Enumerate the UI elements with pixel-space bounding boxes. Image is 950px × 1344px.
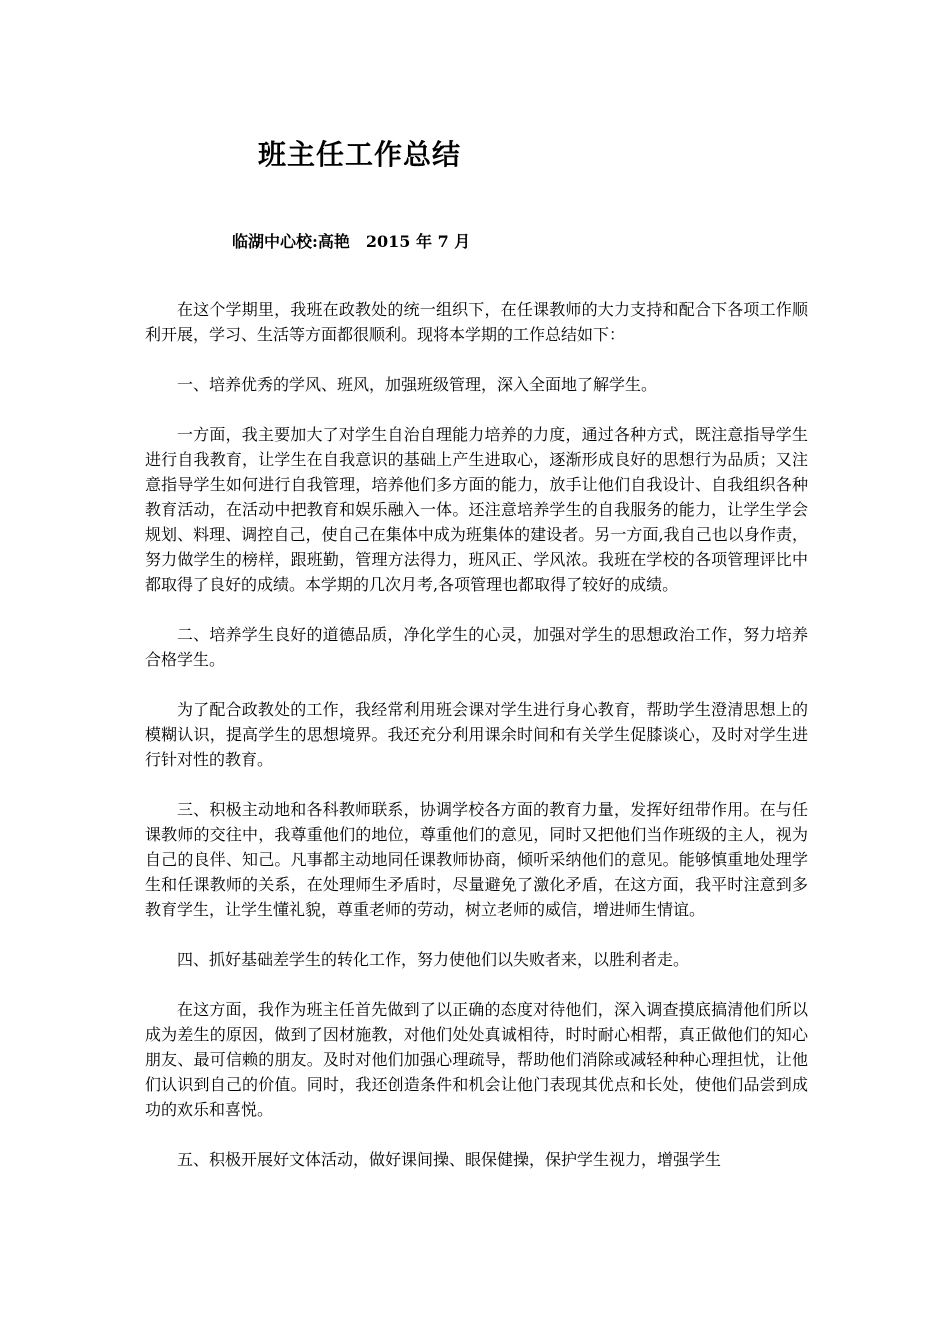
section-heading-4: 四、抓好基础差学生的转化工作，努力使他们以失败者来，以胜利者走。 [177, 950, 690, 969]
section-heading-3: 三、积极主动地和各科教师联系，协调学校各方面的教育力量，发挥好纽带作用。在与任课教师的交往中，我尊重他们的地位，尊重他们的意见，同时又把他们当作班级的主人，视为自己的良伴、知己。凡事都主动地同任课教师协商，倾听采纳他们的意见。能够慎重地处理学生和任课教师的关系，在处理师生矛盾时，尽量避免了激化矛盾，在这方面，我平时注意到多教育学生，让学生懂礼貌，尊重老师的劳动，树立老师的威信，增进师生情谊。 [145, 800, 808, 919]
section-heading-1: 一、培养优秀的学风、班风，加强班级管理，深入全面地了解学生。 [177, 375, 658, 394]
document-body [145, 297, 808, 1172]
paragraph-section-4: 在这方面，我作为班主任首先做到了以正确的态度对待他们，深入调查摸底搞清他们所以成为差生的原因，做到了因材施教，对他们处处真诚相待，时时耐心相帮，真正做他们的知心朋友、最可信赖的朋友。及时对他们加强心理疏导，帮助他们消除或减轻种种心理担忧，让他们认识到自己的价值。同时，我还创造条件和机会让他门表现其优点和长处，使他们品尝到成功的欢乐和喜悦。 [145, 1000, 808, 1119]
section-heading-5: 五、积极开展好文体活动，做好课间操、眼保健操，保护学生视力，增强学生 [177, 1150, 722, 1169]
section-heading-2: 二、培养学生良好的道德品质，净化学生的心灵，加强对学生的思想政治工作，努力培养合格学生。 [145, 625, 808, 669]
author-date-line: 临湖中心校:高艳 2015 年 7 月 [232, 232, 471, 251]
paragraph-section-2: 为了配合政教处的工作，我经常利用班会课对学生进行身心教育，帮助学生澄清思想上的模糊认识，提高学生的思想境界。我还充分利用课余时间和有关学生促膝谈心，及时对学生进行针对性的教育。 [145, 700, 808, 769]
document-title: 班主任工作总结 [258, 138, 462, 171]
paragraph-intro: 在这个学期里，我班在政教处的统一组织下，在任课教师的大力支持和配合下各项工作顺利开展，学习、生活等方面都很顺利。现将本学期的工作总结如下： [145, 300, 808, 344]
paragraph-section-1: 一方面，我主要加大了对学生自治自理能力培养的力度，通过各种方式，既注意指导学生进行自我教育，让学生在自我意识的基础上产生进取心，逐渐形成良好的思想行为品质；又注意指导学生如何进行自我管理，培养他们多方面的能力，放手让他们自我设计、自我组织各种教育活动，在活动中把教育和娱乐融入一体。还注意培养学生的自我服务的能力，让学生学会规划、料理、调控自己，使自己在集体中成为班集体的建设者。另一方面,我自己也以身作责，努力做学生的榜样，跟班勤，管理方法得力，班风正、学风浓。我班在学校的各项管理评比中都取得了良好的成绩。本学期的几次月考,各项管理也都取得了较好的成绩。 [145, 425, 808, 594]
